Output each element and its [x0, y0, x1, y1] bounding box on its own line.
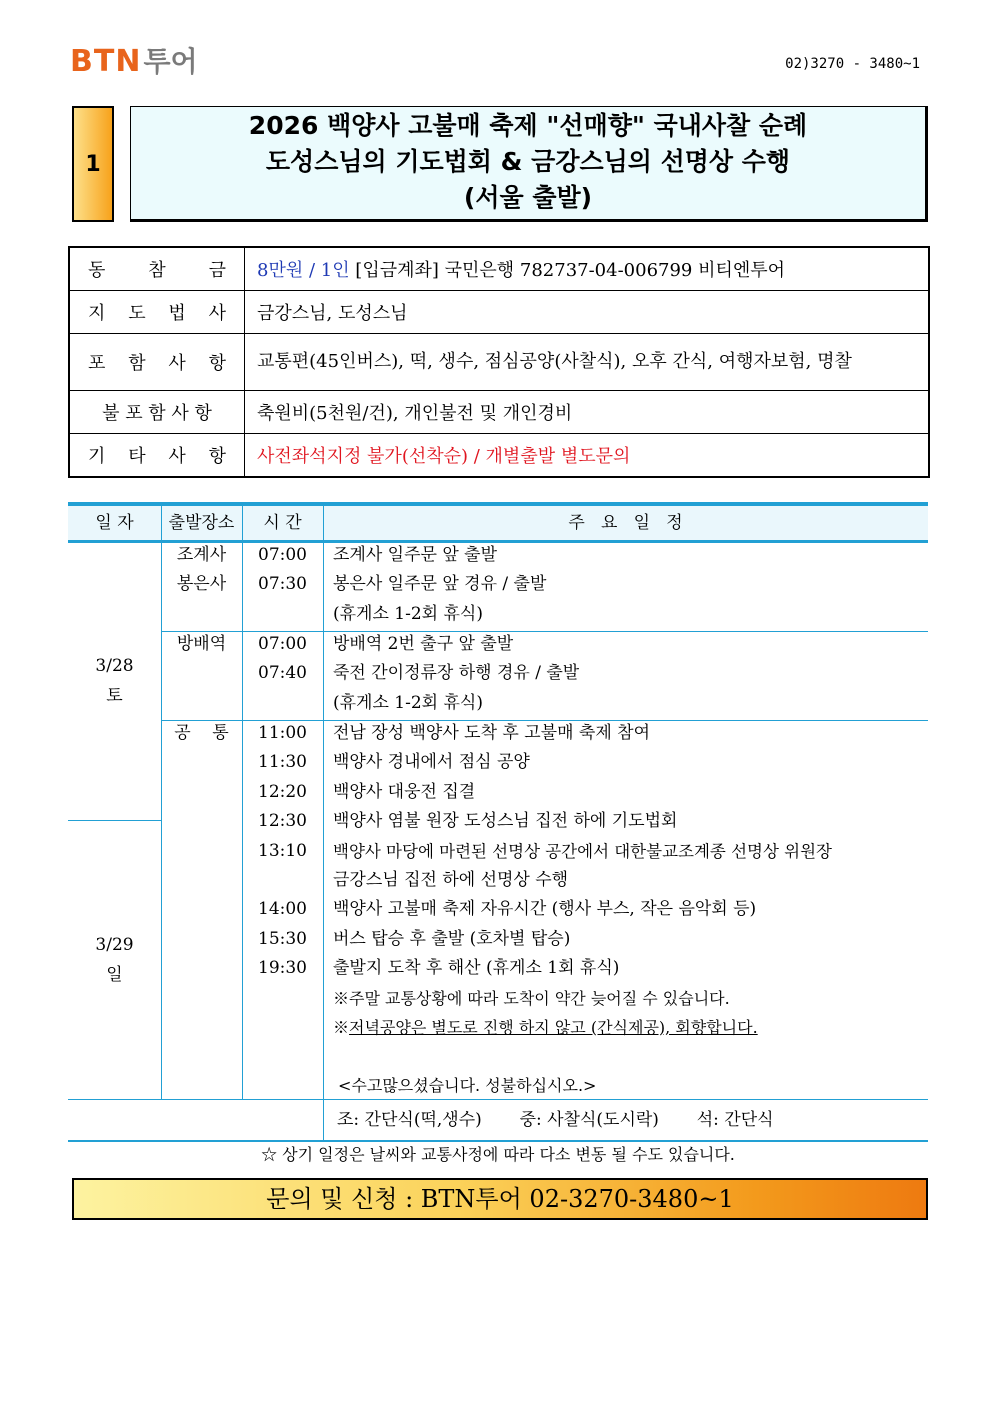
logo-brand: BTN [70, 44, 142, 79]
time-item: 07:40 [258, 663, 307, 683]
plan-item: 죽전 간이정류장 하행 경유 / 출발 [333, 663, 580, 683]
day1-weekday: 토 [106, 686, 123, 706]
plan-item: 백양사 염불 원장 도성스님 집전 하에 기도법회 [333, 811, 678, 831]
page-title [130, 106, 928, 222]
guide-row [69, 291, 929, 334]
time-item: 12:30 [258, 811, 307, 831]
header-place: 출발장소 [168, 513, 235, 533]
logo [70, 40, 198, 79]
logo-suffix: 투어 [143, 45, 198, 78]
day1-date: 3/28 [95, 656, 134, 676]
header-phone: 02)3270 - 3480~1 [785, 56, 920, 72]
plan-item: 백양사 고불매 축제 자유시간 (행사 부스, 작은 음악회 등) [333, 899, 757, 919]
guide-value: 금강스님, 도성스님 [245, 291, 930, 334]
place-bangbae: 방배역 [176, 634, 227, 654]
plan-item: 봉은사 일주문 앞 경유 / 출발 [333, 574, 547, 594]
info-table [68, 246, 930, 478]
plan-note-dinner [333, 1013, 758, 1043]
title-line-2: 도성스님의 기도법회 & 금강스님의 선명상 수행 [265, 147, 791, 176]
exclude-label: 불 포 함 사 항 [69, 391, 245, 434]
header-plan: 주 요 일 정 [568, 513, 683, 533]
include-label: 포 함 사 항 [69, 334, 245, 391]
place-jogyesa: 조계사 [176, 545, 227, 565]
time-item: 14:00 [258, 899, 307, 919]
plan-item: 백양사 마당에 마련된 선명상 공간에서 대한불교조계종 선명상 위원장 [333, 842, 832, 861]
day2-date: 3/29 [95, 935, 134, 955]
plan-item: 전남 장성 백양사 도착 후 고불매 축제 참여 [333, 723, 651, 743]
guide-label: 지 도 법 사 [69, 291, 245, 334]
etc-row [69, 434, 929, 478]
note-mark: ※ [333, 1018, 350, 1037]
include-value: 교통편(45인버스), 떡, 생수, 점심공양(사찰식), 오후 간식, 여행자보험, 명찰 [245, 334, 930, 391]
note-dinner-text: 저녁공양은 별도로 진행 하지 않고 (간식제공), 회향합니다. [349, 1018, 758, 1037]
header-date: 일 자 [95, 513, 134, 533]
time-item: 11:00 [258, 723, 307, 743]
meals-info: 조: 간단식(떡,생수) 중: 사찰식(도시락) 석: 간단식 [337, 1110, 774, 1130]
plan-item: 백양사 대웅전 집결 [333, 782, 476, 802]
time-item: 07:00 [258, 545, 307, 565]
contact-banner: 문의 및 신청 : BTN투어 02-3270-3480~1 [72, 1178, 928, 1220]
plan-item: 금강스님 집전 하에 선명상 수행 [333, 870, 569, 890]
title-number: 1 [72, 106, 114, 222]
plan-item: (휴게소 1-2회 휴식) [333, 604, 483, 624]
title-line-3: (서울 출발) [463, 183, 593, 212]
etc-value: 사전좌석지정 불가(선착순) / 개별출발 별도문의 [245, 434, 930, 478]
day2-weekday: 일 [106, 965, 123, 985]
place-common: 공 통 [174, 723, 229, 743]
plan-note-traffic: ※주말 교통상황에 따라 도착이 약간 늦어질 수 있습니다. [333, 989, 730, 1008]
fee-label: 동 참 금 [69, 247, 245, 291]
time-item: 19:30 [258, 958, 307, 978]
plan-item: 방배역 2번 출구 앞 출발 [333, 634, 514, 654]
place-bongeunsa: 봉은사 [176, 574, 227, 594]
plan-item: (휴게소 1-2회 휴식) [333, 693, 483, 713]
include-row [69, 334, 929, 391]
plan-item: 백양사 경내에서 점심 공양 [333, 752, 530, 772]
plan-item: 조계사 일주문 앞 출발 [333, 545, 498, 565]
plan-item: 출발지 도착 후 해산 (휴게소 1회 휴식) [333, 958, 620, 978]
time-item: 13:10 [258, 841, 307, 861]
header-time: 시 간 [263, 513, 302, 533]
footer-note: ☆ 상기 일정은 날씨와 교통사정에 따라 다소 변동 될 수도 있습니다. [261, 1145, 735, 1164]
time-item: 12:20 [258, 782, 307, 802]
exclude-row [69, 391, 929, 434]
time-item: 07:00 [258, 634, 307, 654]
title-line-1: 2026 백양사 고불매 축제 "선매향" 국내사찰 순례 [248, 111, 808, 140]
time-item: 07:30 [258, 574, 307, 594]
etc-label: 기 타 사 항 [69, 434, 245, 478]
fee-value [245, 247, 930, 291]
fee-price: 8만원 / 1인 [257, 260, 350, 281]
fee-row [69, 247, 929, 291]
time-item: 11:30 [258, 752, 307, 772]
plan-item: 버스 탑승 후 출발 (호차별 탑승) [333, 929, 571, 949]
fee-account: [입금계좌] 국민은행 782737-04-006799 비티엔투어 [349, 260, 786, 281]
time-item: 15:30 [258, 929, 307, 949]
exclude-value: 축원비(5천원/건), 개인불전 및 개인경비 [245, 391, 930, 434]
schedule-header [68, 506, 928, 543]
closing-greeting: <수고많으셨습니다. 성불하십시오.> [338, 1076, 597, 1095]
